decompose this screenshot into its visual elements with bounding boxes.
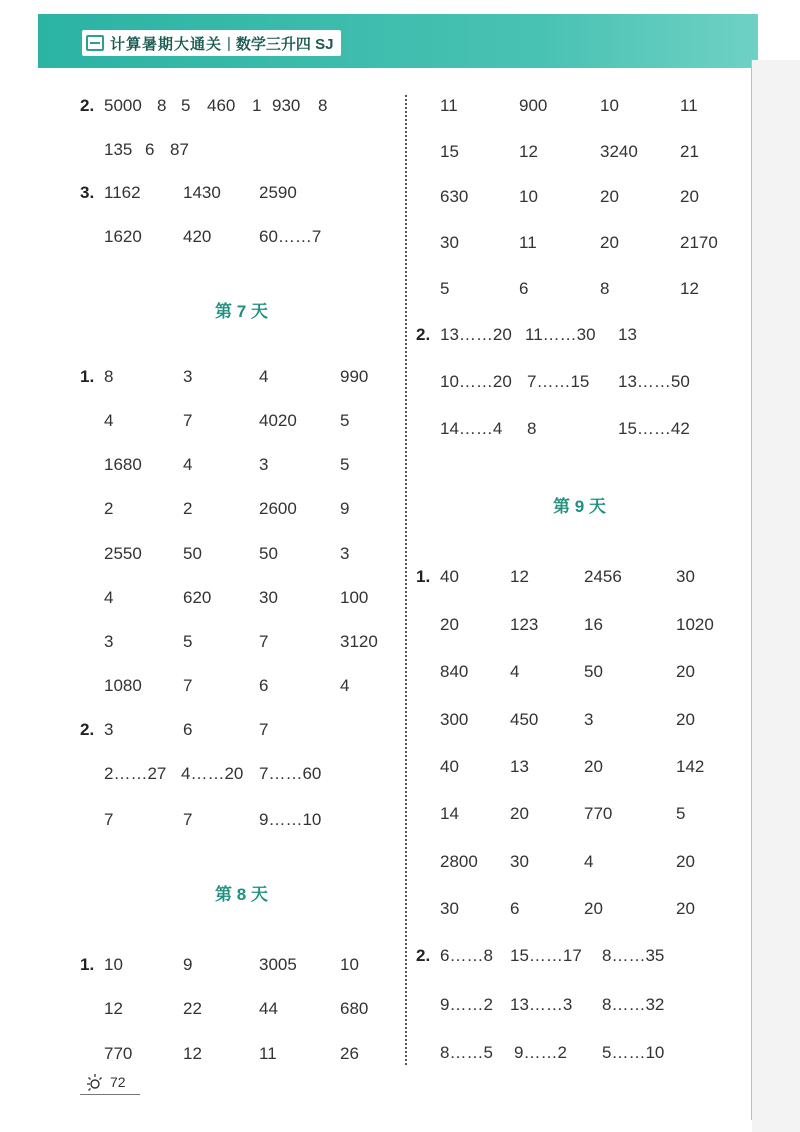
answer: 50: [183, 544, 202, 563]
answer: 4: [510, 662, 520, 681]
answer: 30: [676, 567, 695, 586]
answer: 3: [340, 544, 350, 563]
answer: 7: [259, 720, 269, 739]
answer: 4: [259, 367, 269, 386]
answer: 990: [340, 367, 369, 386]
answer: 8……35: [602, 946, 665, 965]
answer: 7: [183, 411, 193, 430]
answer: 8……5: [440, 1043, 493, 1062]
answer: 9: [183, 955, 193, 974]
question-number: 1.: [416, 567, 431, 586]
answer: 10……20: [440, 372, 512, 391]
answer: 13……50: [618, 372, 690, 391]
answer: 900: [519, 96, 548, 115]
answer: 5: [440, 279, 450, 298]
book-icon: [86, 35, 104, 51]
answer: 770: [584, 804, 613, 823]
answer: 680: [340, 999, 369, 1018]
answer: 7……15: [527, 372, 590, 391]
answer: 3: [183, 367, 193, 386]
answer: 6: [510, 899, 520, 918]
answer: 20: [584, 899, 603, 918]
answer: 9: [340, 499, 350, 518]
question-number: 2.: [80, 96, 95, 115]
question-number: 3.: [80, 183, 95, 202]
answer: 2170: [680, 233, 718, 252]
sun-icon: [85, 1073, 105, 1093]
answer: 10: [519, 187, 538, 206]
answer: 26: [340, 1044, 359, 1063]
answer: 7: [104, 810, 114, 829]
answer: 22: [183, 999, 202, 1018]
answer: 420: [183, 227, 212, 246]
answer: 6: [519, 279, 529, 298]
answer: 4: [584, 852, 594, 871]
answer: 3005: [259, 955, 297, 974]
answer: 3120: [340, 632, 378, 651]
answer: 1: [252, 96, 262, 115]
answer: 12: [104, 999, 123, 1018]
answer: 16: [584, 615, 603, 634]
answer: 10: [600, 96, 619, 115]
answer: 1020: [676, 615, 714, 634]
answer: 2: [104, 499, 114, 518]
answer: 770: [104, 1044, 133, 1063]
title-separator: |: [227, 34, 231, 52]
answer: 40: [440, 757, 459, 776]
answer: 20: [600, 187, 619, 206]
answer: 2590: [259, 183, 297, 202]
answer: 6: [145, 140, 155, 159]
answer: 60……7: [259, 227, 322, 246]
answer: 5: [340, 411, 350, 430]
answer: 2800: [440, 852, 478, 871]
answer: 8: [600, 279, 610, 298]
answer: 5……10: [602, 1043, 665, 1062]
question-number: 1.: [80, 955, 95, 974]
answer: 20: [600, 233, 619, 252]
answer: 5: [181, 96, 191, 115]
answer: 5: [676, 804, 686, 823]
question-number: 2.: [416, 325, 431, 344]
question-number: 2.: [416, 946, 431, 965]
answer: 930: [272, 96, 301, 115]
answer: 1620: [104, 227, 142, 246]
answer: 5: [340, 455, 350, 474]
answer: 840: [440, 662, 469, 681]
answer: 10: [340, 955, 359, 974]
answer: 11: [440, 96, 458, 115]
answer: 11……30: [525, 325, 596, 344]
answer: 14: [440, 804, 459, 823]
answer: 3: [104, 720, 114, 739]
book-title: 计算暑期大通关: [110, 35, 223, 53]
answer: 4……20: [181, 764, 244, 783]
answer: 450: [510, 710, 539, 729]
answer: 1162: [104, 183, 141, 202]
answer: 40: [440, 567, 459, 586]
answer: 9……2: [440, 995, 493, 1014]
answer: 87: [170, 140, 189, 159]
answer: 14……4: [440, 419, 503, 438]
answer: 1680: [104, 455, 142, 474]
answer: 3: [259, 455, 269, 474]
answer: 2550: [104, 544, 142, 563]
answer: 6: [183, 720, 193, 739]
answer: 1080: [104, 676, 142, 695]
answer: 4: [104, 588, 114, 607]
page-number: 72: [110, 1074, 126, 1090]
day-title: 第 8 天: [215, 885, 268, 904]
answer: 20: [676, 899, 695, 918]
answer: 12: [183, 1044, 202, 1063]
answer: 15……42: [618, 419, 690, 438]
answer: 4: [104, 411, 114, 430]
answer: 20: [676, 710, 695, 729]
answer: 20: [440, 615, 459, 634]
answer: 12: [519, 142, 538, 161]
answer: 8……32: [602, 995, 665, 1014]
answer: 7……60: [259, 764, 322, 783]
answer: 11: [680, 96, 698, 115]
page-edge-strip: [752, 60, 800, 1132]
answer: 2600: [259, 499, 297, 518]
answer: 3240: [600, 142, 638, 161]
answer: 13: [510, 757, 529, 776]
answer: 300: [440, 710, 469, 729]
answer: 20: [676, 662, 695, 681]
answer: 630: [440, 187, 469, 206]
answer: 2: [183, 499, 193, 518]
answer: 7: [183, 676, 193, 695]
day-title: 第 9 天: [553, 497, 606, 516]
answer: 2……27: [104, 764, 167, 783]
answer: 4: [340, 676, 350, 695]
answer: 10: [104, 955, 123, 974]
day-title: 第 7 天: [215, 302, 268, 321]
answer: 100: [340, 588, 369, 607]
answer: 20: [510, 804, 529, 823]
answer: 620: [183, 588, 212, 607]
answer: 7: [183, 810, 193, 829]
answer: 20: [676, 852, 695, 871]
answer: 3: [584, 710, 594, 729]
answer: 30: [259, 588, 278, 607]
answer: 50: [584, 662, 603, 681]
answer: 21: [680, 142, 699, 161]
answer: 13……20: [440, 325, 512, 344]
answer: 13: [618, 325, 637, 344]
answer: 44: [259, 999, 278, 1018]
answer: 123: [510, 615, 539, 634]
answer: 11: [259, 1044, 277, 1063]
answer: 15: [440, 142, 459, 161]
answer: 460: [207, 96, 236, 115]
answer: 8: [104, 367, 114, 386]
answer: 142: [676, 757, 705, 776]
answer: 5: [183, 632, 193, 651]
book-subtitle: 数学三升四 SJ: [235, 35, 334, 53]
answer: 4020: [259, 411, 297, 430]
answer: 8: [527, 419, 537, 438]
answer: 135: [104, 140, 133, 159]
header-label: [82, 30, 341, 56]
answer: 20: [680, 187, 699, 206]
answer: 12: [680, 279, 699, 298]
answer: 8: [318, 96, 328, 115]
answer: 4: [183, 455, 193, 474]
answer: 20: [584, 757, 603, 776]
answer: 6: [259, 676, 269, 695]
answer: 30: [440, 899, 459, 918]
answer: 30: [440, 233, 459, 252]
question-number: 2.: [80, 720, 95, 739]
answer: 6……8: [440, 946, 493, 965]
answer: 1430: [183, 183, 221, 202]
answer: 9……10: [259, 810, 322, 829]
answer: 12: [510, 567, 529, 586]
answer: 5000: [104, 96, 142, 115]
page-edge-line: [751, 60, 752, 1120]
answer: 15……17: [510, 946, 582, 965]
answer: 7: [259, 632, 269, 651]
answer: 3: [104, 632, 114, 651]
answer: 9……2: [514, 1043, 567, 1062]
question-number: 1.: [80, 367, 95, 386]
column-divider: [405, 95, 407, 1065]
answer: 30: [510, 852, 529, 871]
answer: 8: [157, 96, 167, 115]
answer: 11: [519, 233, 537, 252]
answer: 50: [259, 544, 278, 563]
answer: 13……3: [510, 995, 573, 1014]
footer-rule: [80, 1094, 140, 1095]
answer: 2456: [584, 567, 622, 586]
